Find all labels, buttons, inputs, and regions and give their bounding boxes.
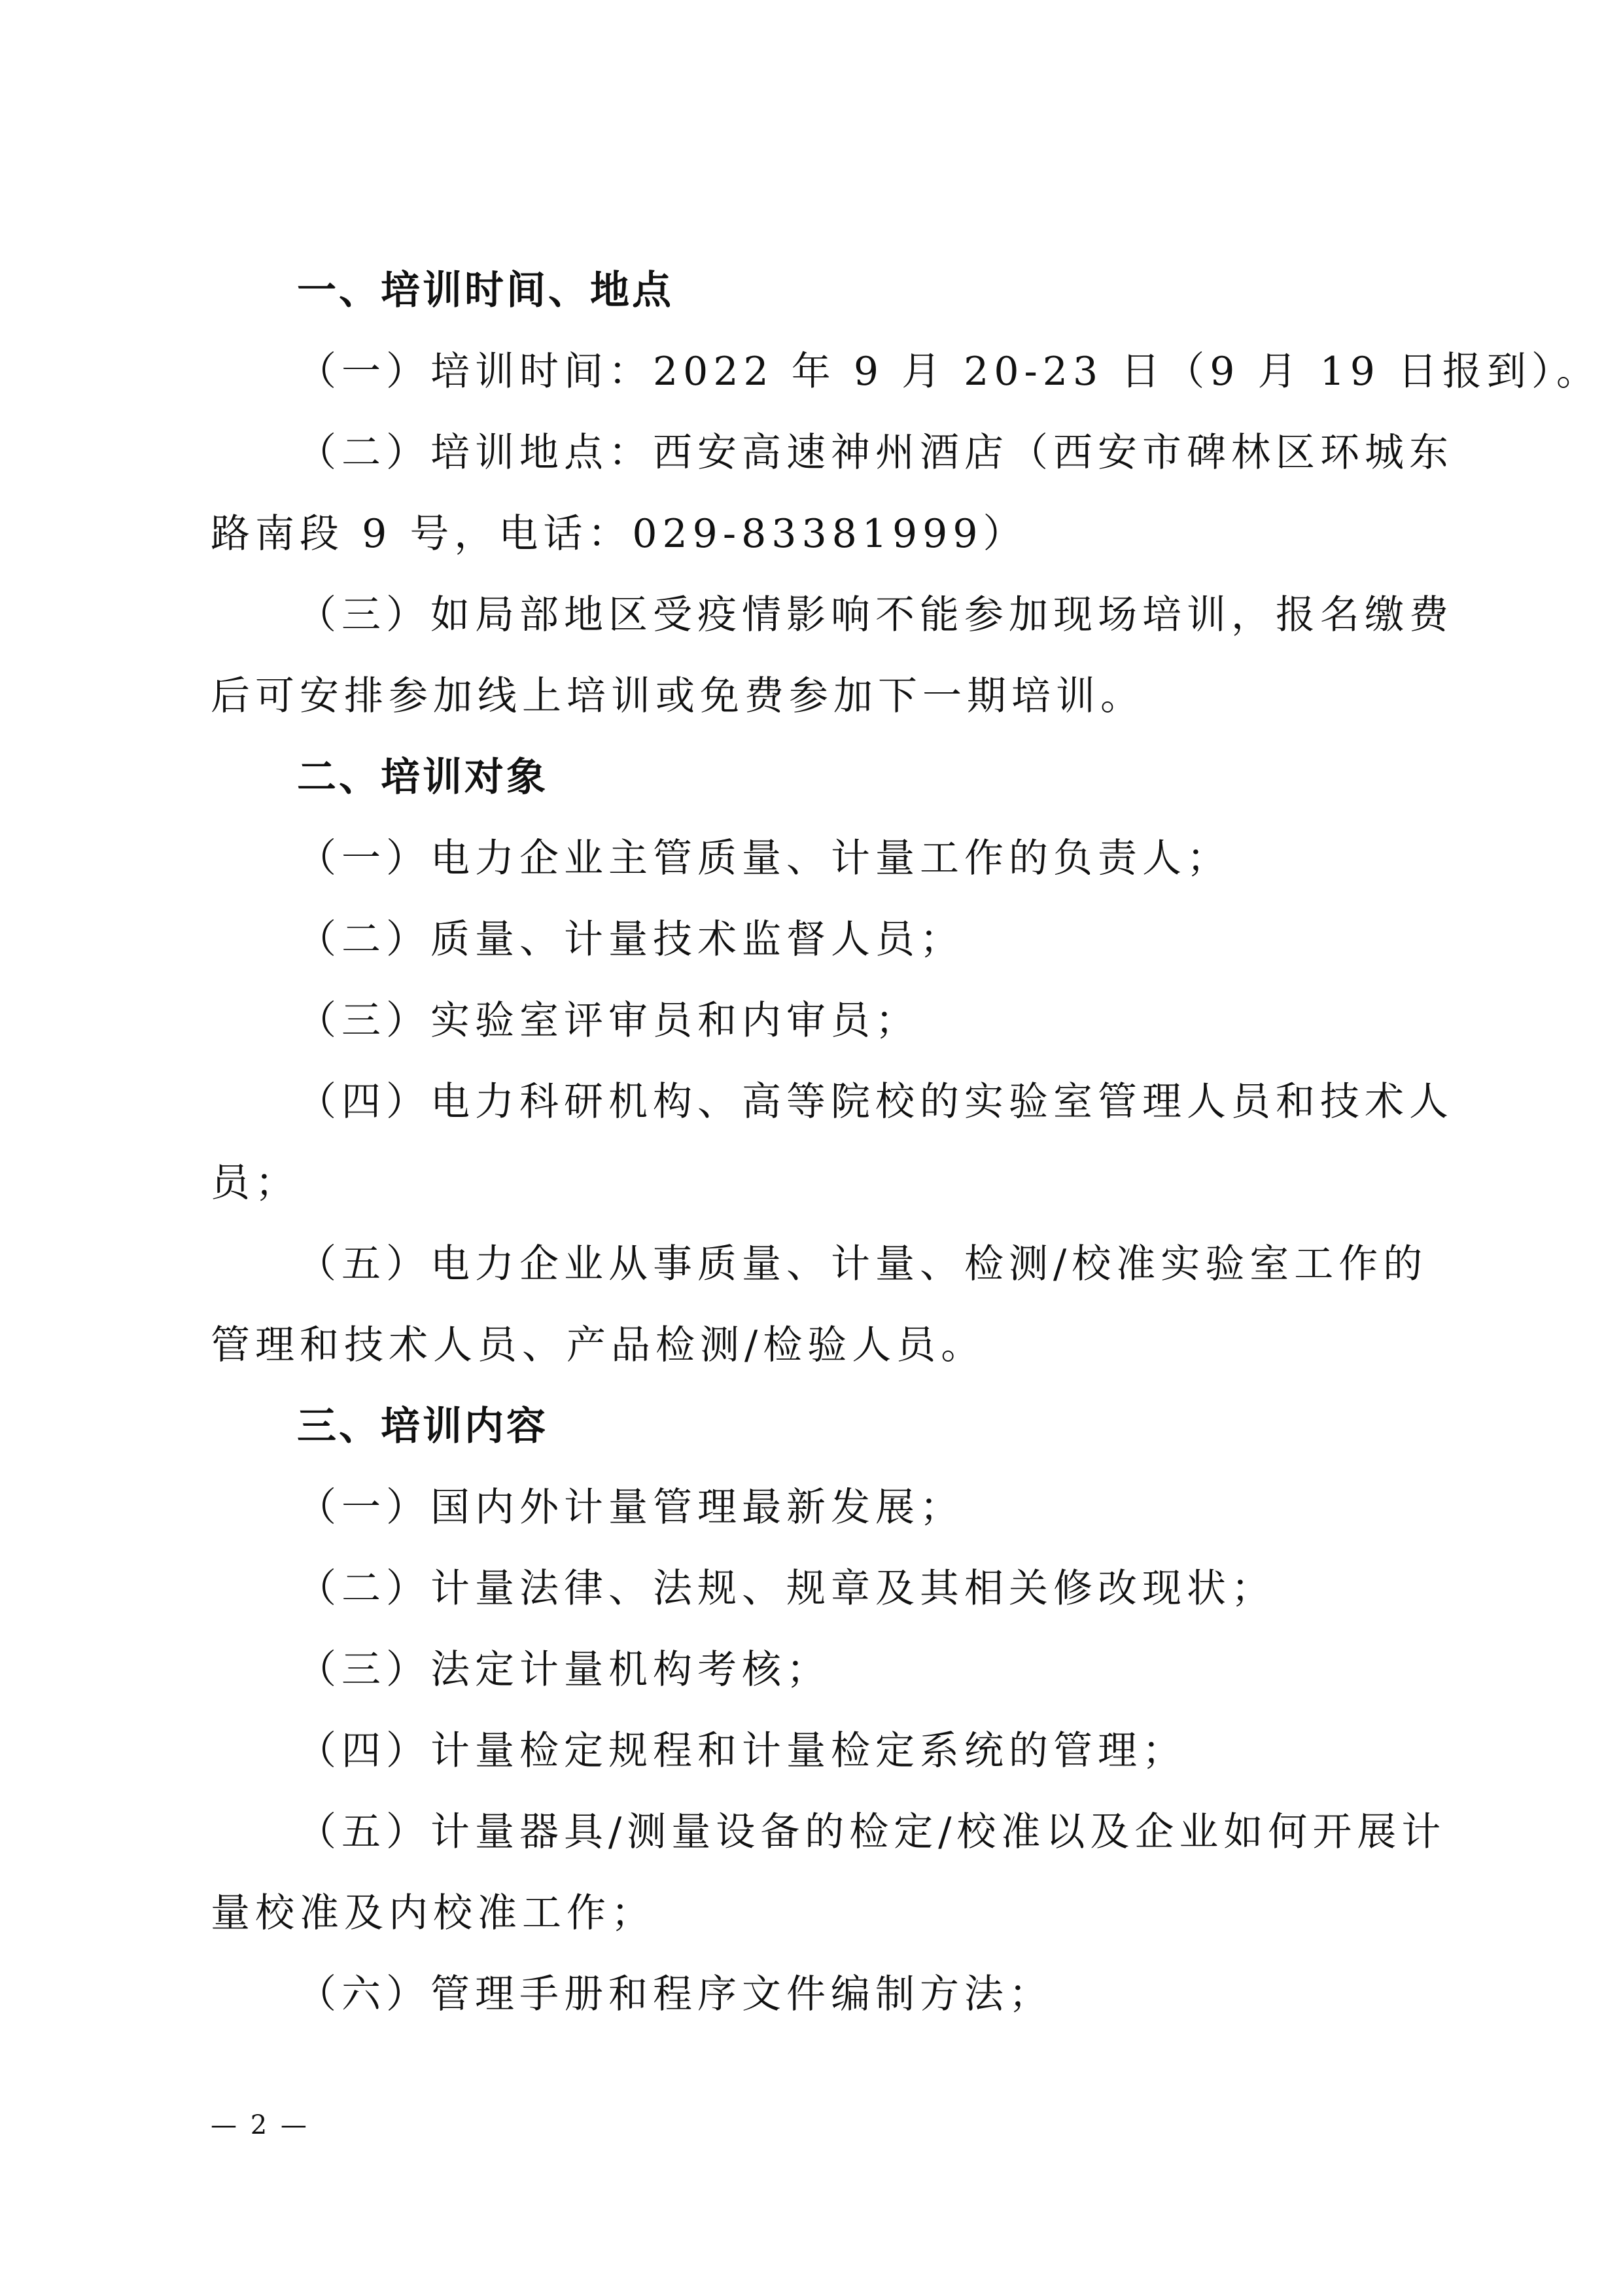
document-body: [211, 250, 1601, 2035]
paragraph-line: （二）计量法律、法规、规章及其相关修改现状；: [297, 1566, 1276, 1612]
paragraph-line-continuation: 管理和技术人员、产品检测/检验人员。: [211, 1322, 986, 1368]
paragraph-line: （二）质量、计量技术监督人员；: [297, 917, 964, 963]
paragraph-line: （三）实验室评审员和内审员；: [297, 998, 920, 1044]
paragraph-line: （五）电力企业从事质量、计量、检测/校准实验室工作的: [297, 1241, 1428, 1287]
section-heading-3: 三、培训内容: [297, 1404, 548, 1449]
paragraph-line-continuation: 员；: [211, 1160, 300, 1206]
paragraph-line: （三）法定计量机构考核；: [297, 1647, 831, 1693]
paragraph-line-continuation: 后可安排参加线上培训或免费参加下一期培训。: [211, 673, 1145, 719]
paragraph-line: （一）电力企业主管质量、计量工作的负责人；: [297, 836, 1231, 881]
paragraph-line: （三）如局部地区受疫情影响不能参加现场培训，报名缴费: [297, 592, 1454, 638]
paragraph-line: （五）计量器具/测量设备的检定/校准以及企业如何开展计: [297, 1809, 1446, 1855]
paragraph-line: （一）国内外计量管理最新发展；: [297, 1485, 964, 1530]
page-number: — 2 —: [211, 2110, 309, 2140]
section-heading-2: 二、培训对象: [297, 754, 548, 800]
paragraph-line: （四）电力科研机构、高等院校的实验室管理人员和技术人: [297, 1079, 1454, 1125]
paragraph-line: （六）管理手册和程序文件编制方法；: [297, 1971, 1053, 2017]
paragraph-line: （四）计量检定规程和计量检定系统的管理；: [297, 1728, 1187, 1774]
section-heading-1: 一、培训时间、地点: [297, 268, 674, 313]
paragraph-line-continuation: 路南段 9 号，电话：029-83381999）: [211, 511, 1028, 557]
paragraph-line: （二）培训地点：西安高速神州酒店（西安市碑林区环城东: [297, 430, 1454, 476]
paragraph-line-continuation: 量校准及内校准工作；: [211, 1890, 655, 1936]
paragraph-line: （一）培训时间：2022 年 9 月 20-23 日（9 月 19 日报到）。: [297, 349, 1601, 395]
